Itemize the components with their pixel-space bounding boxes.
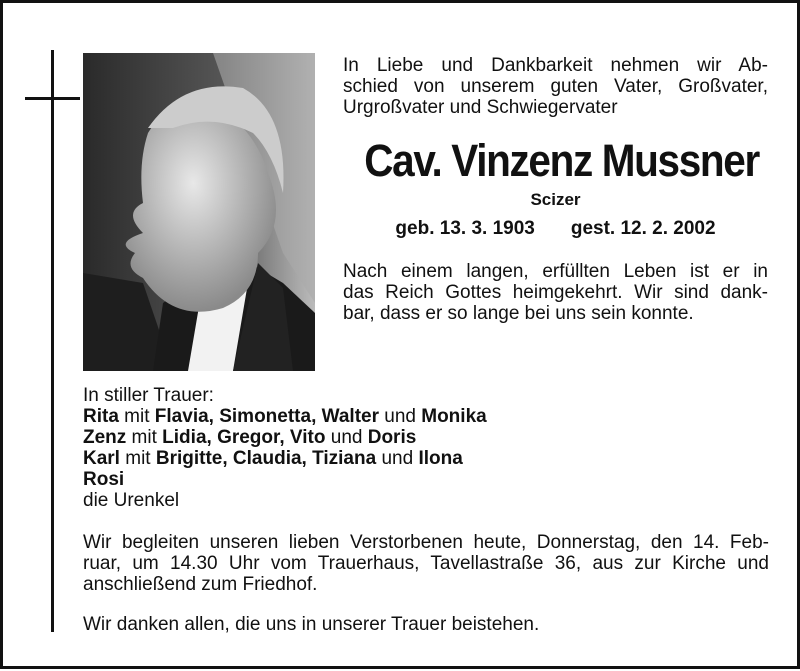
family-line: Rosi: [83, 469, 125, 490]
cross-icon: [51, 50, 54, 632]
intro-text: [343, 55, 768, 118]
intro-line: Urgroßvater und Schwiegervater: [343, 97, 618, 118]
intro-line: In Liebe und Dankbarkeit nehmen wir Ab-: [343, 55, 768, 76]
deceased-name: Cav. Vinzenz Mussner: [364, 135, 759, 186]
funeral-line: ruar, um 14.30 Uhr vom Trauerhaus, Tavellastraße 36, aus zur Kirche und: [83, 553, 769, 574]
funeral-info: [83, 532, 769, 595]
nickname: Scizer: [530, 190, 581, 209]
life-dates: [343, 218, 768, 240]
tribute-line: bar, dass er so lange bei uns sein konnte.: [343, 303, 694, 324]
mourners-heading: In stiller Trauer:: [83, 385, 214, 406]
tribute-text: [343, 261, 768, 324]
family-line: Karl mit Brigitte, Claudia, Tiziana und Ilona: [83, 448, 463, 469]
thanks-text: [83, 614, 769, 635]
tribute-line: das Reich Gottes heimgekehrt. Wir sind dank-: [343, 282, 768, 303]
thanks-line: Wir danken allen, die uns in unserer Trauer beistehen.: [83, 614, 540, 635]
birth-date: geb. 13. 3. 1903: [395, 218, 535, 239]
portrait-photo: [83, 53, 315, 371]
cross-icon-bar: [25, 97, 80, 100]
intro-line: schied von unserem guten Vater, Großvater,: [343, 76, 768, 97]
death-date: gest. 12. 2. 2002: [570, 218, 716, 239]
family-line: Rita mit Flavia, Simonetta, Walter und Monika: [83, 406, 487, 427]
funeral-line: Wir begleiten unseren lieben Verstorbenen heute, Donnerstag, den 14. Feb-: [83, 532, 769, 553]
great-grandchildren: die Urenkel: [83, 490, 180, 511]
tribute-line: Nach einem langen, erfüllten Leben ist er in: [343, 261, 768, 282]
funeral-line: anschließend zum Friedhof.: [83, 574, 318, 595]
mourners-list: [83, 385, 769, 511]
family-line: Zenz mit Lidia, Gregor, Vito und Doris: [83, 427, 417, 448]
